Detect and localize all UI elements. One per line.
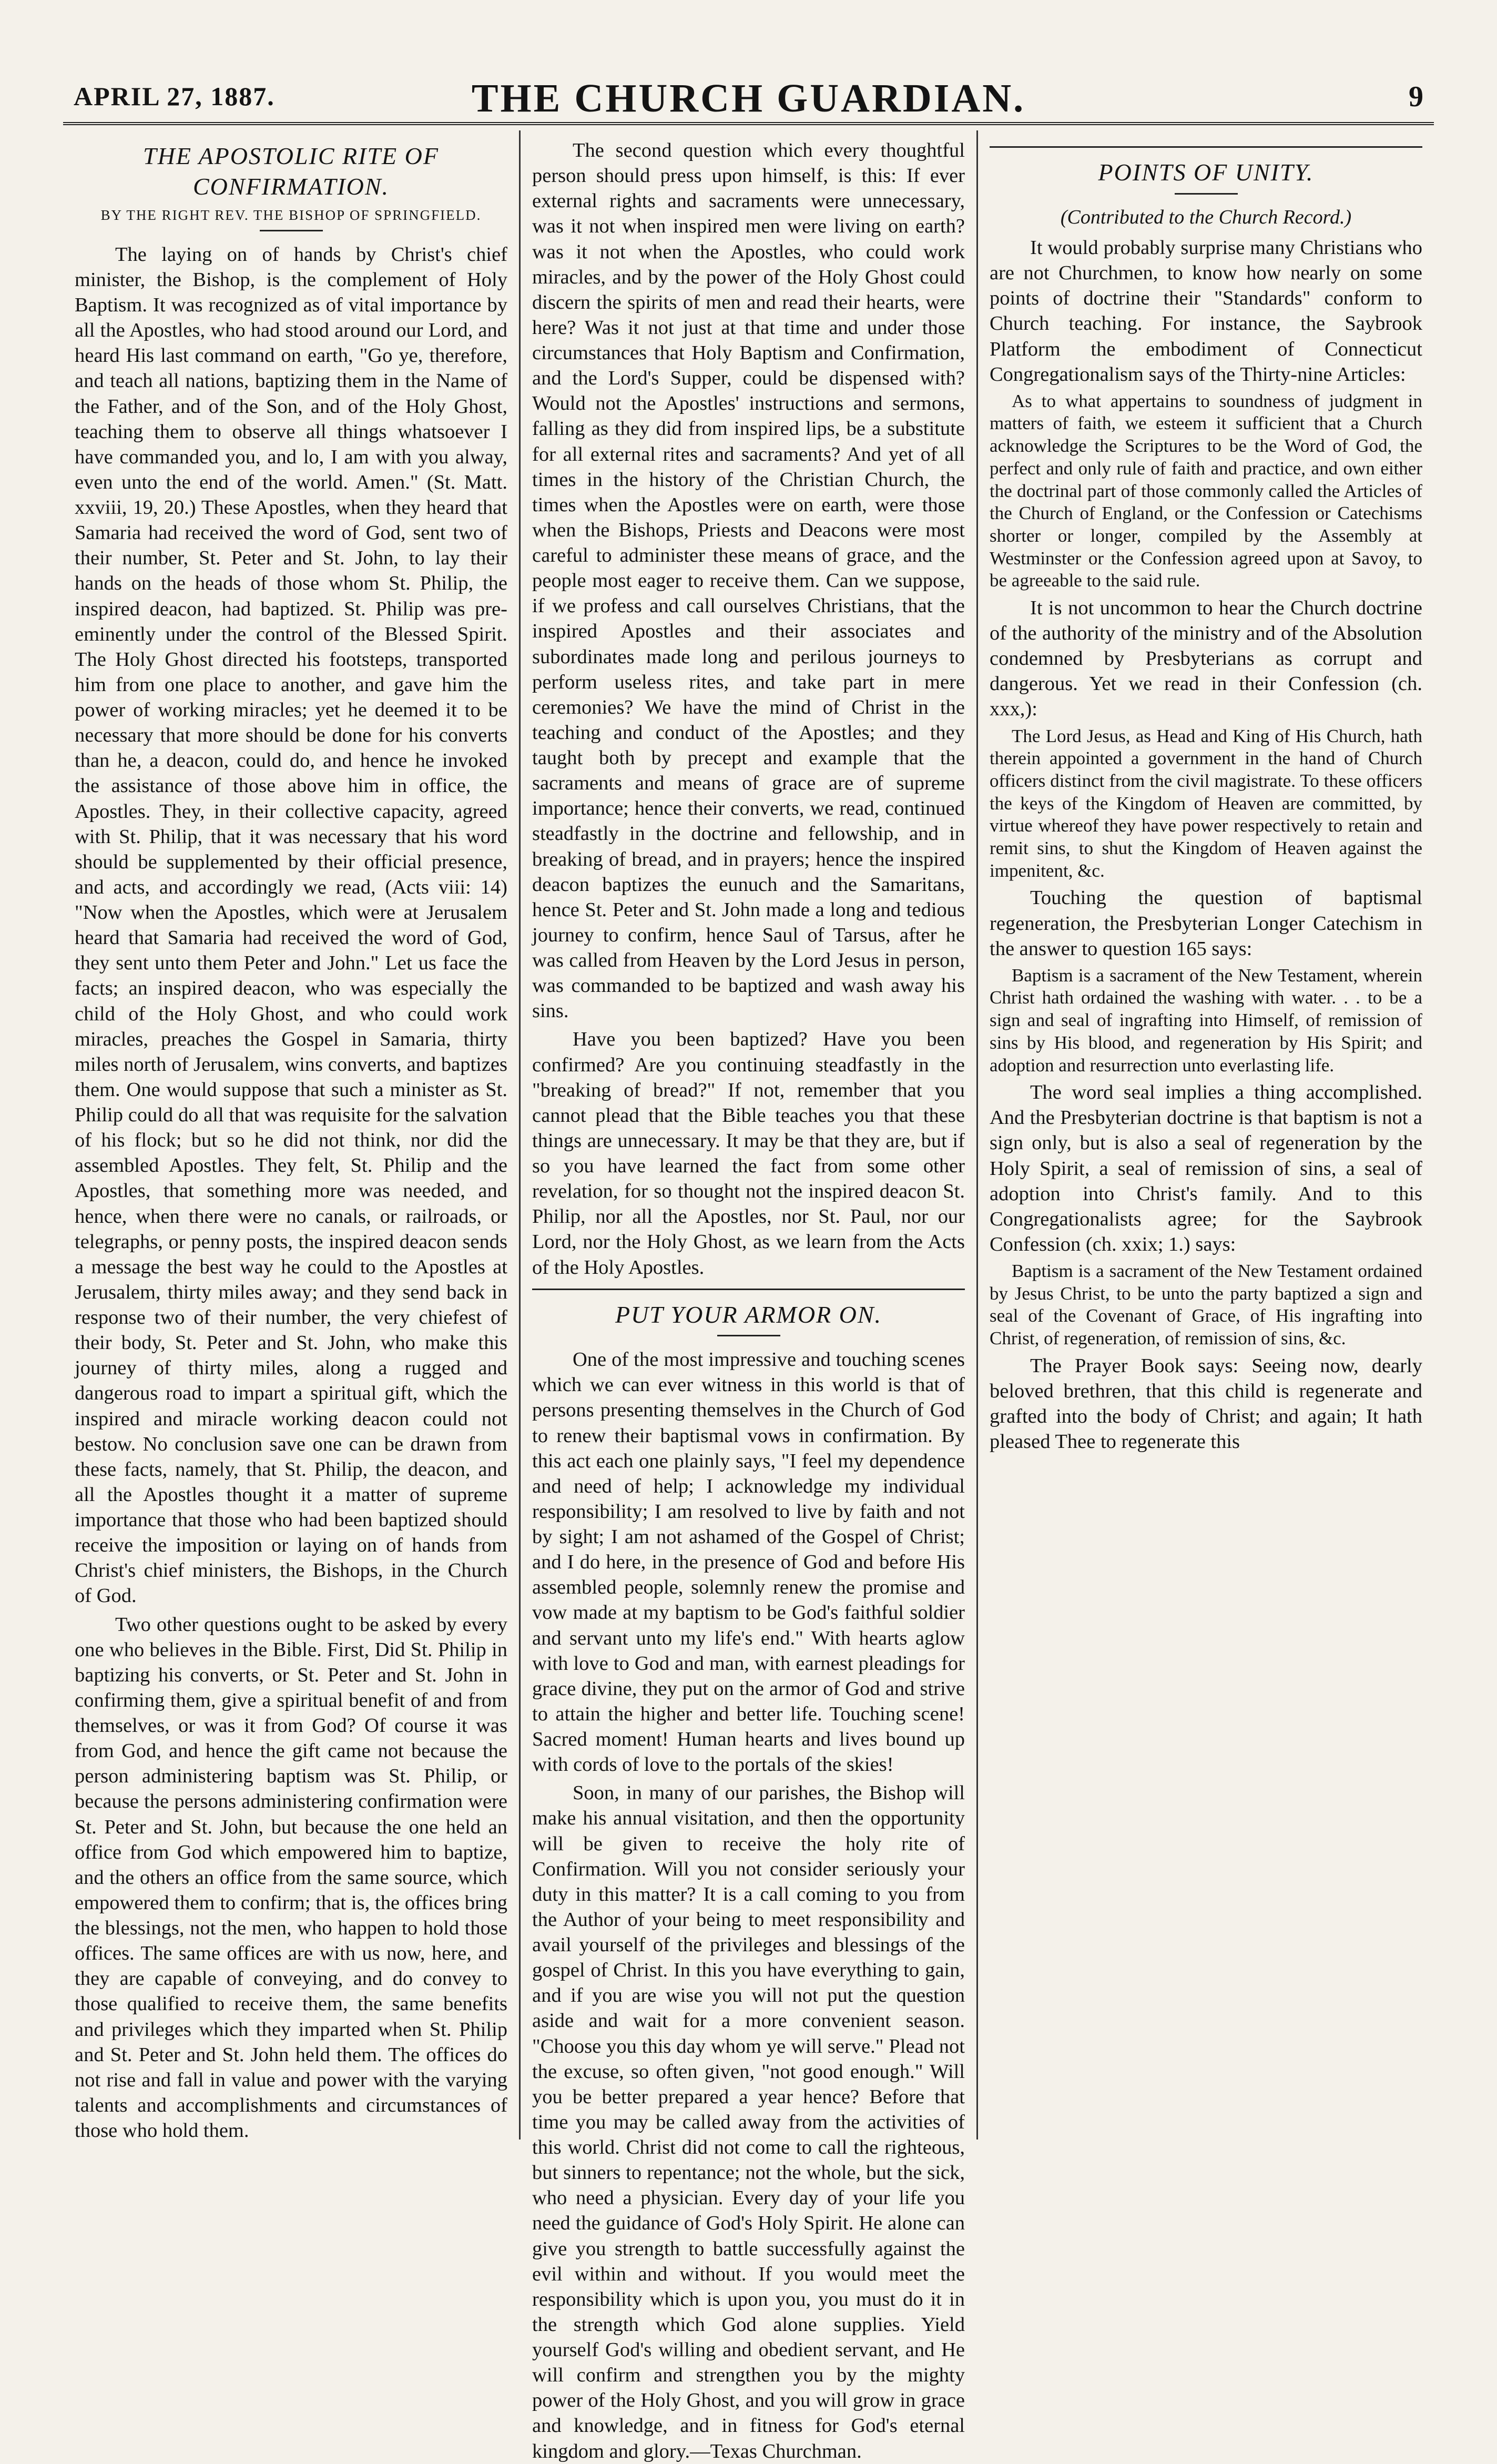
article-paragraph: The second question which every thoughtful person should press upon himself, is this: If ever external rights and sacraments were unnecessary, was it not when inspired men were living on earth? was it not when the Apostles, who could work miracles, and by the power of the Holy Ghost could discern the spirits of men and read their hearts, were here? Was it not just at that time and under those circumstances that Holy Baptism and Confirmation, and the Lord's Supper, could be dispensed with? Would not the Apostles' instructions and sermons, falling as they did from inspired lips, be a substitute for all external rites and sacraments? And yet of all times in the history of the Christian Church, the times when the Apostles were on earth, were those when the Bishops, Priests and Deacons were most careful to administer these means of grace, and the people most eager to receive them. Can we suppose, if we profess and call ourselves Christians, that the inspired Apostles and their associates and subordinates made long and perilous journeys to perform useless rites, and take part in mere ceremonies? We have the mind of Christ in the teaching and conduct of the Apostles; and they taught both by precept and example that the sacraments and means of grace are of supreme importance; hence their converts, we read, continued steadfastly in the doctrine and fellowship, and in breaking of bread, and in prayers; hence the inspired deacon baptizes the eunuch and the Samaritans, hence St. Peter and St. John made a long and tedious journey to confirm, hence Saul of Tarsus, after he was called from Heaven by the Lord Jesus in person, was commanded to be baptized and wash away his sins. [532,139,965,1022]
article-paragraph: The Prayer Book says: Seeing now, dearly beloved brethren, that this child is regenerate and grafted into the body of Christ; and again; It hath pleased Thee to regenerate this [990,1354,1422,1453]
quoted-paragraph: As to what appertains to soundness of judgment in matters of faith, we esteem it sufficient that a Church acknowledge the Scriptures to be the Word of God, the perfect and only rule of faith and practice, and own either the doctrinal part of those commonly called the Articles of the Church of England, or the Confession or Catechisms shorter or longer, compiled by the Assembly at Westminster or the Confession agreed upon at Savoy, to be agreeable to the said rule. [990,390,1422,591]
article-paragraph: It is not uncommon to hear the Church doctrine of the authority of the ministry and of the Absolution condemned by Presbyterians as corrupt and dangerous. Yet we read in their Confession (ch. xxx,): [990,596,1422,721]
article-title-armor: PUT YOUR ARMOR ON. [615,1301,882,1328]
divider [1175,193,1238,195]
issue-date: APRIL 27, 1887. [74,82,275,111]
column-left [63,130,519,2142]
article-paragraph: The word seal implies a thing accomplished. And the Presbyterian doctrine is that baptism is not a sign only, but is also a seal of regeneration by the Holy Spirit, a seal of remission of sins, a seal of adoption into Christ's family. And to this Congregationalists agree; for the Saybrook Confession (ch. xxix; 1.) says: [990,1081,1422,1255]
contributed-note: (Contributed to the Church Record.) [1060,206,1352,228]
article-paragraph: Soon, in many of our parishes, the Bishop will make his annual visitation, and then the opportunity will be given to receive the holy rite of Confirmation. Will you not consider seriously your duty in this matter? It is a call coming to you from the Author of your being to meet responsibility and avail yourself of the privileges and blessings of the gospel of Christ. In this you have everything to gain, and if you are wise you will not put the question aside and wait for a more convenient season. "Choose you this day whom ye will serve." Plead not the excuse, so often given, "not good enough." Will you be better prepared a year hence? Before that time you may be called away from the activities of this world. Christ did not come to call the righteous, but sinners to repentance; not the whole, but the sick, who need a physician. Every day of your life you need the guidance of God's Holy Spirit. He alone can give you strength to battle successfully against the evil within and without. If you would meet the responsibility which is upon you, you must do it in the strength which God alone supplies. Yield yourself God's willing and obedient servant, and He will confirm and strengthen you by the mighty power of the Holy Ghost, and you will grow in grace and knowledge, and in fitness for God's eternal kingdom and glory.—Texas Churchman. [532,1782,965,2462]
article-title-unity: POINTS OF UNITY. [1098,159,1314,186]
article-title-confirmation: THE APOSTOLIC RITE OF CONFIRMATION. [143,143,439,200]
columns [63,130,1434,2462]
page-number: 9 [1409,80,1423,113]
article-paragraph: The laying on of hands by Christ's chief minister, the Bishop, is the complement of Holy Baptism. It was recognized as of vital importance by all the Apostles, who had stood around our Lord, and heard His last command on earth, "Go ye, therefore, and teach all nations, baptizing them in the Name of the Father, and of the Son, and of the Holy Ghost, teaching them to observe all things whatsoever I have commanded you, and lo, I am with you alway, even unto the end of the world. Amen." (St. Matt. xxviii, 19, 20.) These Apostles, when they heard that Samaria had received the word of God, sent two of their number, St. Peter and St. John, to lay their hands on the heads of those whom St. Philip, the inspired deacon, had baptized. St. Philip was pre-eminently under the control of the Blessed Spirit. The Holy Ghost directed his footsteps, transported him from one place to another, and gave him the power of working miracles; yet he deemed it to be necessary that more should be done for his converts than he, a deacon, could do, and hence he invoked the assistance of those above him in office, the Apostles. They, in their collective capacity, agreed with St. Philip, that it was necessary that his word should be supplemented by their official presence, and acts, and accordingly we read, (Acts viii: 14) "Now when the Apostles, which were at Jerusalem heard that Samaria had received the word of God, they sent unto them Peter and John." Let us face the facts; an inspired deacon, who was especially the child of the Holy Ghost, and who could work miracles, preaches the Gospel in Samaria, thirty miles north of Jerusalem, wins converts, and baptizes them. One would suppose that such a minister as St. Philip could do all that was requisite for the salvation of his flock; but so he did not think, nor did the assembled Apostles. They felt, St. Philip and the Apostles, that something more was needed, and hence, when there were no canals, or railroads, or telegraphs, or penny posts, the inspired deacon sends a message the best way he could to the Apostles at Jerusalem, thirty miles away; and they send back in response two of their number, the very chiefest of their body, St. Peter and St. John, who make this journey of thirty miles, along a rugged and dangerous road to impart a spiritual gift, which the inspired and miracle working deacon could not bestow. No conclusion save one can be drawn from these facts, namely, that St. Philip, the deacon, and all the Apostles thought it a matter of supreme importance that those who had been baptized should receive the imposition or laying on of hands from Christ's chief ministers, the Bishops, in the Church of God. [75,243,507,1607]
quoted-paragraph: The Lord Jesus, as Head and King of His Church, hath therein appointed a government in the hand of Church officers distinct from the civil magistrate. To these officers the keys of the Kingdom of Heaven are committed, by virtue whereof they have power respectively to retain and remit sins, to shut the Kingdom of Heaven against the impenitent, &c. [990,725,1422,881]
divider [990,146,1422,148]
quoted-paragraph: Baptism is a sacrament of the New Testament, wherein Christ hath ordained the washing with water. . . to be a sign and seal of ingrafting into Himself, of remission of sins by His blood, and regeneration by His Spirit; and adoption and resurrection unto everlasting life. [990,965,1422,1076]
article-paragraph: Touching the question of baptismal regeneration, the Presbyterian Longer Catechism in the answer to question 165 says: [990,887,1422,960]
article-paragraph: It would probably surprise many Christians who are not Churchmen, to know how nearly on some points of doctrine their "Standards" conform to Church teaching. For instance, the Saybrook Platform the embodiment of Connecticut Congregationalism says of the Thirty-nine Articles: [990,237,1422,386]
divider [260,230,323,231]
divider [717,1335,780,1336]
masthead [63,74,1434,125]
article-byline: BY THE RIGHT REV. THE BISHOP OF SPRINGFIELD. [100,207,482,223]
column-middle [519,130,978,2462]
divider [532,1289,965,1290]
article-paragraph: Have you been baptized? Have you been confirmed? Are you continuing steadfastly in the "breaking of bread?" If not, remember that you cannot plead that the Bible teaches you that these things are unnecessary. It may be that they are, but if so you have learned the fact from some other revelation, for so thought not the inspired deacon St. Philip, nor all the Apostles, nor St. Paul, nor our Lord, nor the Holy Ghost, as we learn from the Acts of the Holy Apostles. [532,1028,965,1279]
newspaper-title: THE CHURCH GUARDIAN. [471,76,1026,120]
article-paragraph: Two other questions ought to be asked by every one who believes in the Bible. First, Did St. Philip in baptizing his converts, or St. Peter and St. John in confirming them, give a spiritual benefit of and from themselves, or was it from God? Of course it was from God, and hence the gift came not because the person administering baptism was St. Philip, or because the persons administering confirmation were St. Peter and St. John, but because the one held an office from God which empowered him to baptize, and the others an office from the same source, which empowered them to confirm; that is, the offices bring the blessings, not the men, who happen to hold those offices. The same offices are with us now, here, and they are capable of conveying, and do convey to those qualified to receive them, the same benefits and privileges which they imparted when St. Philip and St. Peter and St. John held them. The offices do not rise and fall in value and power with the varying talents and accomplishments and circumstances of those who hold them. [75,1613,507,2142]
column-right [978,130,1434,2139]
quoted-paragraph: Baptism is a sacrament of the New Testament ordained by Jesus Christ, to be unto the party baptized a sign and seal of the Covenant of Grace, of His ingrafting into Christ, of regeneration, of remission of sins, &c. [990,1261,1422,1349]
article-paragraph: One of the most impressive and touching scenes which we can ever witness in this world is that of persons presenting themselves in the Church of God to renew their baptismal vows in confirmation. By this act each one plainly says, "I feel my dependence and need of help; I acknowledge my individual responsibility; I am resolved to live by faith and not by sight; I am not ashamed of the Gospel of Christ; and I do here, in the presence of God and before His assembled people, solemnly renew the promise and vow made at my baptism to be God's faithful soldier and servant unto my life's end." With hearts aglow with love to God and man, with earnest pleadings for grace divine, they put on the armor of God and strive to attain the higher and better life. Touching scene! Sacred moment! Human hearts and lives bound up with cords of love to the portals of the skies! [532,1348,965,1776]
